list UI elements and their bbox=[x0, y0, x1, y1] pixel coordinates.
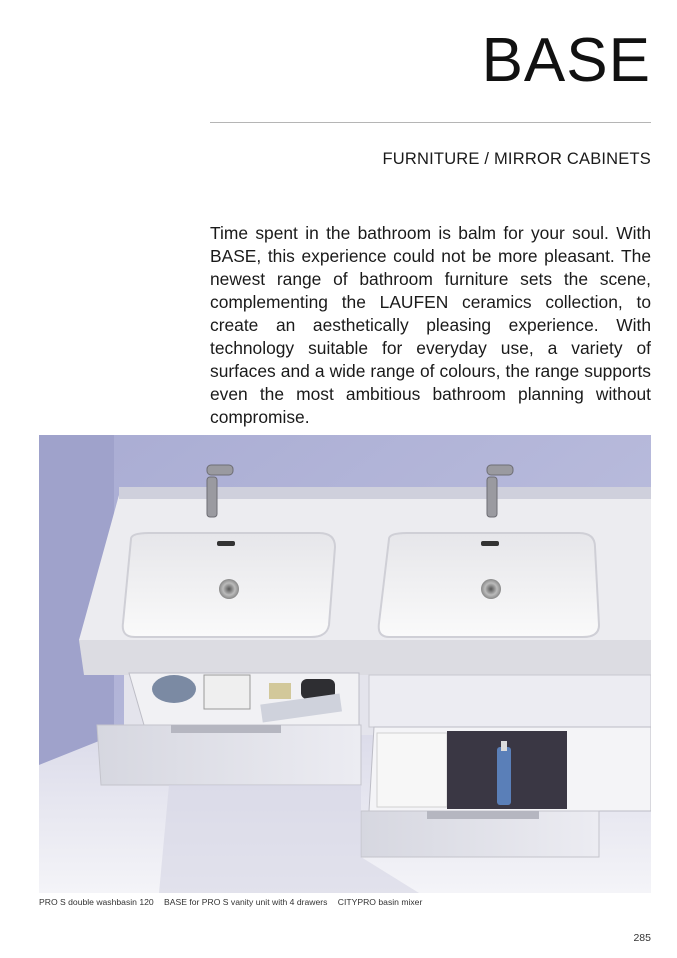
divider bbox=[210, 122, 651, 123]
page-number: 285 bbox=[633, 932, 651, 944]
caption-item: CITYPRO basin mixer bbox=[337, 897, 423, 907]
section-subtitle: FURNITURE / MIRROR CABINETS bbox=[382, 150, 651, 168]
caption-item: BASE for PRO S vanity unit with 4 drawers bbox=[164, 897, 328, 907]
photo-caption bbox=[39, 897, 430, 907]
page-title: BASE bbox=[481, 26, 651, 95]
bathroom-vanity-photo bbox=[39, 435, 651, 893]
caption-item: PRO S double washbasin 120 bbox=[39, 897, 154, 907]
product-photo bbox=[39, 435, 651, 893]
intro-paragraph: Time spent in the bathroom is balm for your soul. With BASE, this experience could not be more pleasant. The newest range of bathroom furniture sets the scene, complementing the LAUFEN ceramics collection, to create an aesthetically pleasing experience. With technology suitable for everyday use, a variety of surfaces and a wide range of colours, the range supports even the most ambitious bathroom planning without compromise. bbox=[210, 223, 651, 427]
